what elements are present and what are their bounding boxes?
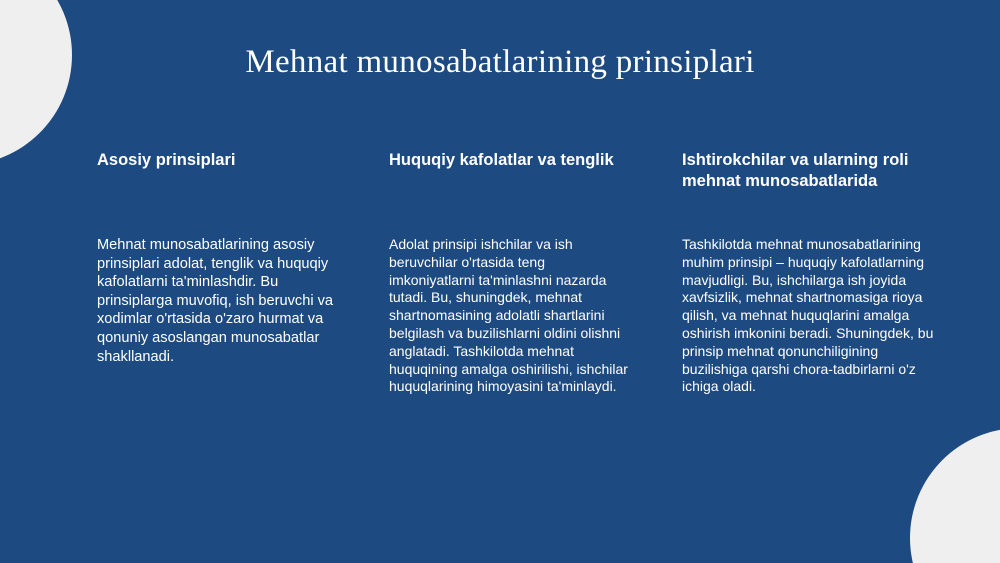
column-body-text: Adolat prinsipi ishchilar va ish beruvchilar o'rtasida teng imkoniyatlarni ta'minlashni nazarda tutadi. Bu, shuningdek, mehnat shartnomasining adolatli shartlarini belgilash va buzilishlarni oldini olishni anglatadi. Tashkilotda mehnat huquqining amalga oshirilishi, ishchilar huquqlarining himoyasini ta'minlaydi. [389,236,628,395]
column-body-text: Mehnat munosabatlarining asosiy prinsiplari adolat, tenglik va huquqiy kafolatlarni ta'minlashdir. Bu prinsiplarga muvofiq, ish beruvchi va xodimlar o'rtasida o'zaro hurmat va qonuniy asoslangan munosabatlar shakllanadi. [97,237,334,365]
column-body-text: Tashkilotda mehnat munosabatlarining muhim prinsipi – huquqiy kafolatlarning mavjudligi. Bu, ishchilarga ish joyida xavfsizlik, mehnat shartnomasiga rioya qilish, va mehnat huquqlarini amalga oshirish imkonini beradi. Shuningdek, bu prinsip mehnat qonunchiligining buzilishiga qarshi chora-tadbirlarni o'z ichiga oladi. [682,236,934,395]
column-heading: Huquqiy kafolatlar va tenglik [389,151,614,169]
column-heading: Asosiy prinsiplari [97,151,236,169]
column-asosiy-prinsiplari [97,150,357,365]
decorative-circle-top-left [0,0,72,165]
column-ishtirokchilar [682,150,952,395]
slide-title: Mehnat munosabatlarining prinsiplari [245,44,755,80]
decorative-circle-bottom-right [910,428,1000,563]
column-huquqiy-kafolatlar [389,150,649,395]
column-heading: Ishtirokchilar va ularning roli mehnat munosabatlarida [682,151,909,190]
